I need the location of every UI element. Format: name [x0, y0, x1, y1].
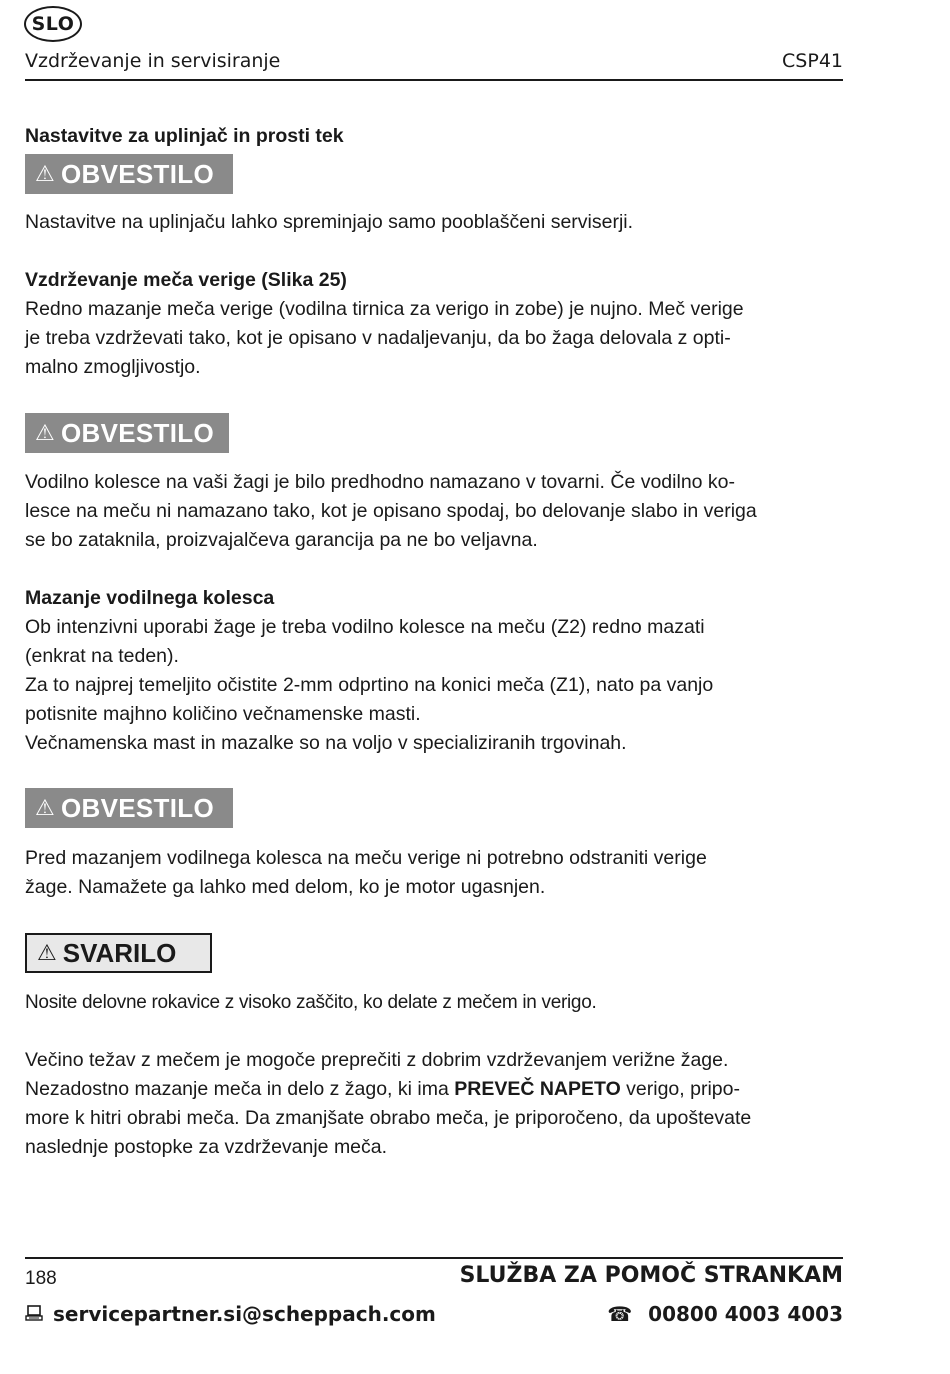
text-line: Vodilno kolesce na vaši žagi je bilo predhodno namazano v tovarni. Če vodilno ko-	[25, 471, 736, 493]
paragraph-bar-wear	[25, 1046, 845, 1162]
text-line: malno zmogljivostjo.	[25, 356, 201, 378]
text-line: potisnite majhno količino večnamenske masti.	[25, 703, 421, 725]
text-line: Pred mazanjem vodilnega kolesca na meču verige ni potrebno odstraniti verige	[25, 847, 707, 869]
emphasis-text: PREVEČ NAPETO	[454, 1078, 621, 1100]
computer-icon	[25, 1302, 43, 1326]
text-line: naslednje postopke za vzdrževanje meča.	[25, 1136, 388, 1158]
page-number: 188	[25, 1268, 57, 1289]
text-line: se bo zataknila, proizvajalčeva garancija pa ne bo veljavna.	[25, 529, 538, 551]
footer-email	[25, 1302, 436, 1326]
notice-box-3	[25, 788, 233, 828]
paragraph-bar-maintenance	[25, 295, 845, 382]
warning-label: SVARILO	[62, 937, 177, 968]
phone-number[interactable]: 00800 4003 4003	[648, 1302, 843, 1326]
text-line: Ob intenzivni uporabi žage je treba vodilno kolesce na meču (Z2) redno mazati	[25, 616, 705, 638]
notice-label: OBVESTILO	[61, 792, 214, 823]
text-line: Za to najprej temeljito očistite 2-mm odprtino na konici meča (Z1), nato pa vanjo	[25, 674, 714, 696]
notice-label: OBVESTILO	[61, 158, 214, 189]
paragraph-sprocket-lubrication	[25, 613, 845, 758]
text-line: je treba vzdrževati tako, kot je opisano v nadaljevanju, da bo žaga delovala z opti-	[25, 327, 731, 349]
text-line: (enkrat na teden).	[25, 645, 179, 667]
paragraph-carburetor: Nastavitve na uplinjaču lahko spreminjajo samo pooblaščeni serviserji.	[25, 211, 634, 233]
notice-box-1	[25, 154, 233, 194]
header-divider	[25, 79, 843, 81]
warning-box	[25, 933, 212, 973]
notice-box-2	[25, 413, 229, 453]
text-segment: Nezadostno mazanje meča in delo z žago, ki ima	[25, 1078, 455, 1100]
email-link[interactable]: servicepartner.si@scheppach.com	[53, 1302, 436, 1326]
language-badge: SLO	[24, 6, 82, 42]
text-line: more k hitri obrabi meča. Da zmanjšate obrabo meča, je priporočeno, da upoštevate	[25, 1107, 752, 1129]
text-line: žage. Namažete ga lahko med delom, ko je motor ugasnjen.	[25, 876, 546, 898]
warning-triangle-icon: ⚠	[35, 161, 56, 186]
text-line: Večino težav z mečem je mogoče preprečiti z dobrim vzdrževanjem verižne žage.	[25, 1049, 729, 1071]
paragraph-lubrication-note	[25, 844, 845, 902]
text-line: lesce na meču ni namazano tako, kot je opisano spodaj, bo delovanje slabo in veriga	[25, 500, 757, 522]
heading-sprocket-lubrication: Mazanje vodilnega kolesca	[25, 587, 275, 609]
warning-triangle-icon: ⚠	[37, 940, 57, 965]
text-line: Redno mazanje meča verige (vodilna tirnica za verigo in zobe) je nujno. Meč verige	[25, 298, 744, 320]
notice-label: OBVESTILO	[61, 417, 214, 448]
section-title: Vzdrževanje in servisiranje	[25, 50, 281, 72]
service-title: SLUŽBA ZA POMOČ STRANKAM	[459, 1263, 843, 1288]
text-line	[25, 1075, 845, 1104]
model-number: CSP41	[782, 50, 843, 72]
paragraph-gloves: Nosite delovne rokavice z visoko zaščito, ko delate z mečem in verigo.	[25, 992, 597, 1013]
footer-phone	[607, 1302, 843, 1326]
text-line: Večnamenska mast in mazalke so na voljo v specializiranih trgovinah.	[25, 732, 627, 754]
phone-icon: ☎	[607, 1302, 633, 1326]
text-segment: verigo, pripo-	[620, 1078, 740, 1100]
paragraph-sprocket-factory	[25, 468, 845, 555]
warning-triangle-icon: ⚠	[35, 420, 56, 445]
heading-bar-maintenance: Vzdrževanje meča verige (Slika 25)	[25, 269, 347, 291]
warning-triangle-icon: ⚠	[35, 795, 56, 820]
heading-carburetor: Nastavitve za uplinjač in prosti tek	[25, 125, 344, 147]
footer-divider	[25, 1257, 843, 1259]
